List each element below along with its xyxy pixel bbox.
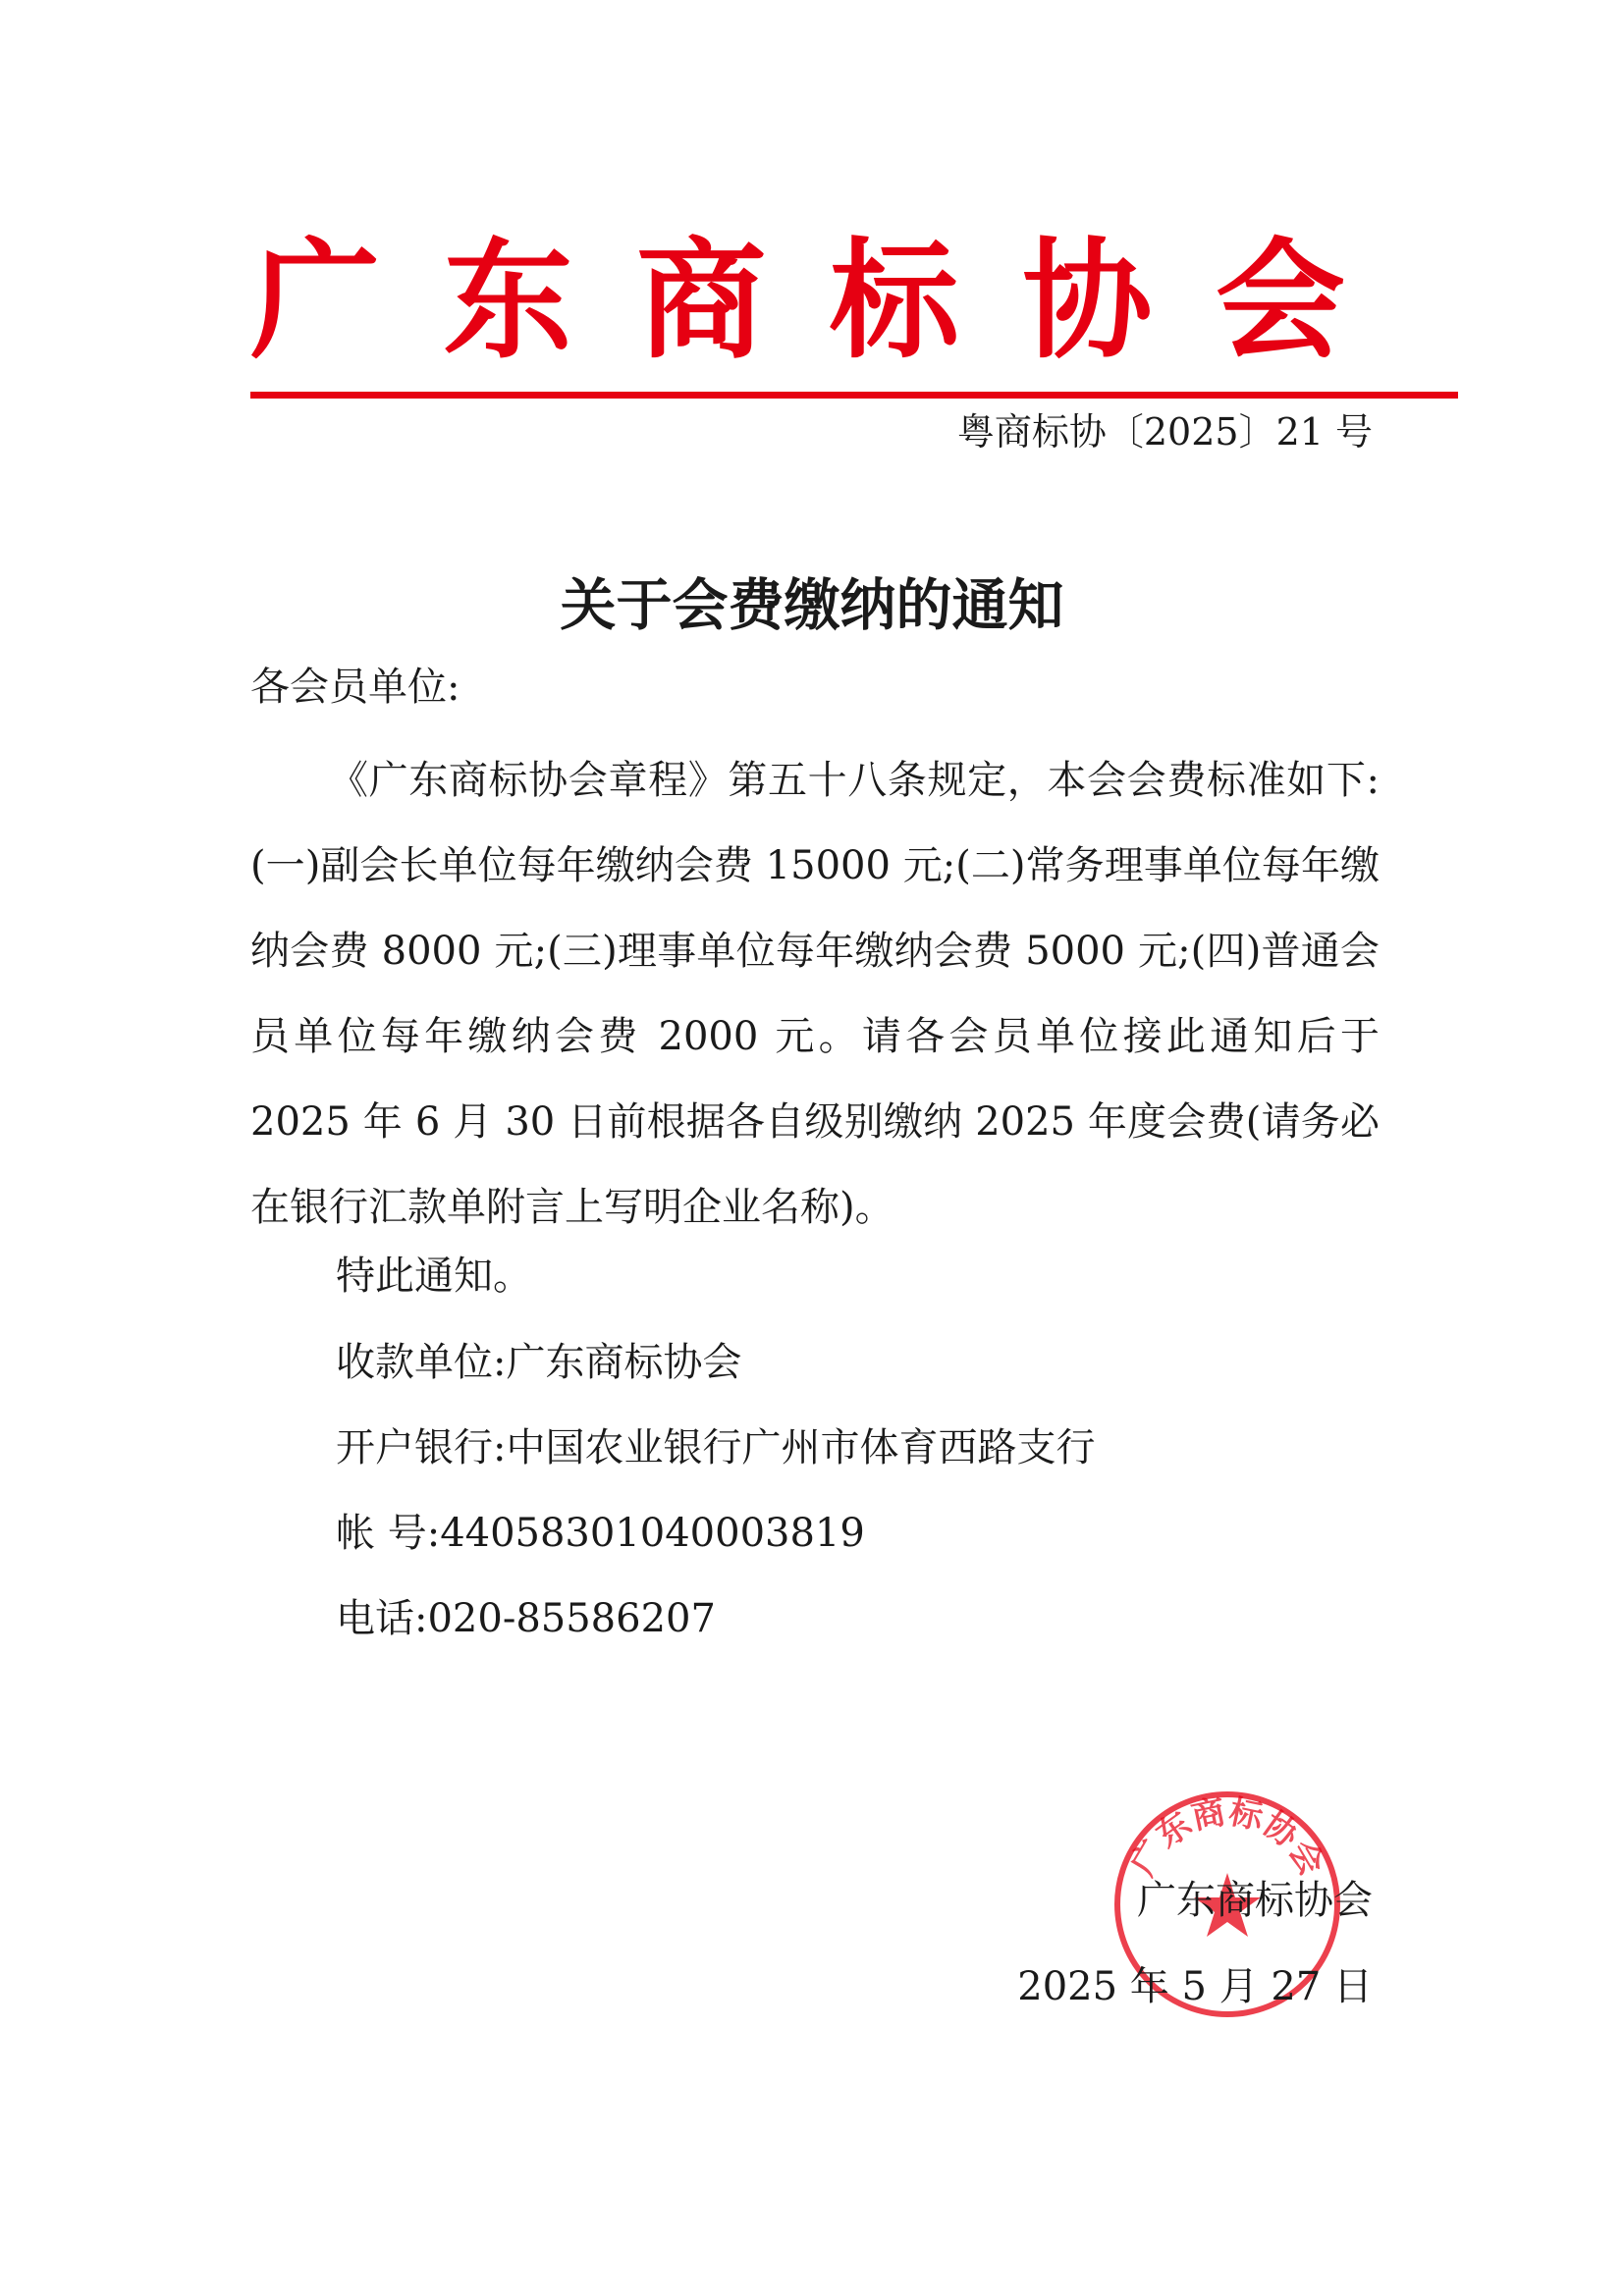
bank-line: 开户银行:中国农业银行广州市体育西路支行	[336, 1425, 1096, 1470]
svg-text:广东商标协会	[1123, 1792, 1331, 1883]
phone-line: 电话:020-85586207	[336, 1596, 716, 1641]
account-line: 帐 号:44058301040003819	[336, 1511, 865, 1556]
page-title: 关于会费缴纳的通知	[560, 573, 1064, 638]
masthead-char: 标	[829, 225, 959, 377]
signature-date: 2025 年 5 月 27 日	[1017, 1964, 1373, 2009]
body-paragraph: 《广东商标协会章程》第五十八条规定，本会会费标准如下:(一)副会长单位每年缴纳会费 15000 元;(二)常务理事单位每年缴纳会费 8000 元;(三)理事单位每年缴纳会费 5000 元;(四)普通会员单位每年缴纳会费 2000 元。请各会员单位接此通知后于 2025 年 6 月 30 日前根据各自级别缴纳 2025 年度会费(请务必在银行汇款单附言上写明企业名称)。	[250, 758, 1380, 1230]
masthead-char: 协	[1022, 225, 1153, 377]
seal-text: 广东商标协会	[1122, 1791, 1332, 1883]
masthead-title	[250, 225, 1345, 377]
masthead-char: 广	[250, 225, 380, 377]
salutation: 各会员单位:	[250, 665, 460, 710]
closing-text: 特此通知。	[336, 1254, 532, 1299]
masthead-char: 会	[1215, 225, 1345, 377]
masthead-char: 商	[636, 225, 767, 377]
masthead-char: 东	[443, 225, 573, 377]
payee-line: 收款单位:广东商标协会	[336, 1340, 742, 1385]
signature-org: 广东商标协会	[1137, 1878, 1373, 1923]
document-number: 粤商标协〔2025〕21 号	[956, 410, 1373, 454]
masthead-divider	[250, 392, 1458, 399]
